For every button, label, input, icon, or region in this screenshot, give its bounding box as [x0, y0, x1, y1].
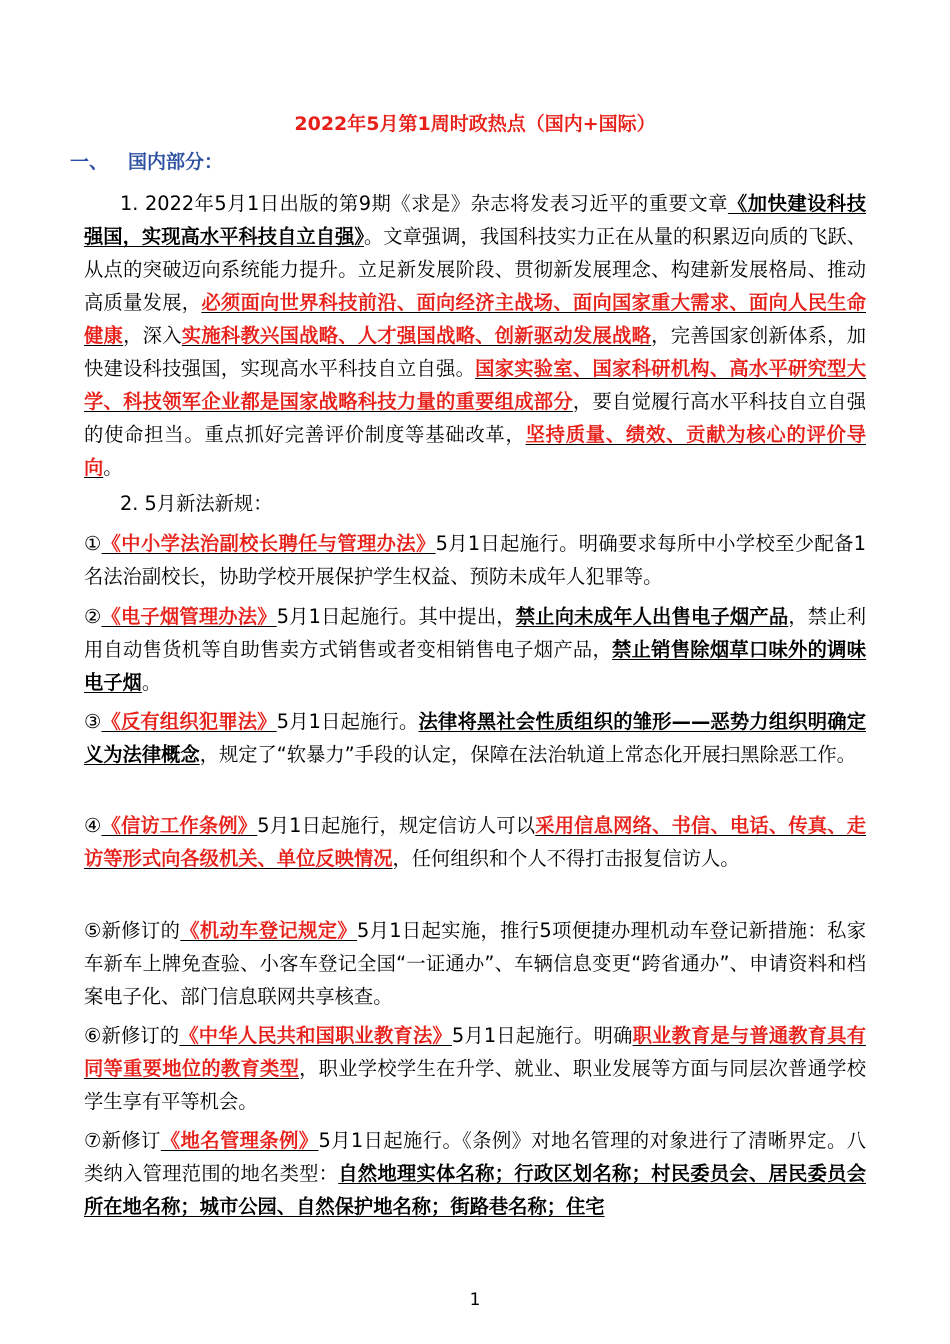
law-item-4: ④《信访工作条例》5月1日起施行，规定信访人可以采用信息网络、书信、电话、传真、走访等形式向各级机关、单位反映情况，任何组织和个人不得打击报复信访人。 [84, 814, 867, 870]
section-label: 国内部分： [128, 151, 224, 173]
law-item-6: ⑥新修订的《中华人民共和国职业教育法》5月1日起施行。明确职业教育是与普通教育具有同等重要地位的教育类型，职业学校学生在升学、就业、职业发展等方面与同层次普通学校学生享有平等机会。 [84, 1024, 866, 1113]
highlight-evaluation: 坚持质量、绩效、贡献为核心的评价导向 [84, 423, 867, 479]
highlight-strategies: 实施科教兴国战略、人才强国战略、创新驱动发展战略 [181, 324, 652, 347]
law-item-2: ②《电子烟管理办法》5月1日起施行。其中提出，禁止向未成年人出售电子烟产品，禁止利用自动售货机等自助售卖方式销售或者变相销售电子烟产品，禁止销售除烟草口味外的调味电子烟。 [84, 605, 867, 694]
law-name-3: 《反有组织犯罪法》 [101, 710, 277, 733]
paragraph-new-laws-heading: 2. 5月新法新规： [120, 492, 273, 515]
law-item-7: ⑦新修订《地名管理条例》5月1日起施行。《条例》对地名管理的对象进行了清晰界定。八类纳入管理范围的地名类型：自然地理实体名称；行政区划名称；村民委员会、居民委员会所在地名称；城市公园、自然保护地名称；街路巷名称；住宅 [84, 1129, 867, 1218]
law-name-4: 《信访工作条例》 [101, 814, 258, 837]
document-title: 2022年5月第1周时政热点（国内+国际） [294, 113, 656, 135]
law-name-1: 《中小学法治副校长聘任与管理办法》 [101, 532, 436, 555]
law-name-2: 《电子烟管理办法》 [101, 605, 277, 628]
article-title: 《加快建设科技强国，实现高水平科技自立自强》 [84, 192, 866, 248]
paragraph-qiushi: 1. 2022年5月1日出版的第9期《求是》杂志将发表习近平的重要文章《加快建设科技强国，实现高水平科技自立自强》。文章强调，我国科技实力正在从量的积累迈向质的飞跃、从点的突破迈向系统能力提升。立足新发展阶段、贯彻新发展理念、构建新发展格局、推动高质量发展，必须面向世界科技前沿、面向经济主战场、面向国家重大需求、面向人民生命健康，深入实施科教兴国战略、人才强国战略、创新驱动发展战略，完善国家创新体系，加快建设科技强国，实现高水平科技自立自强。国家实验室、国家科研机构、高水平研究型大学、科技领军企业都是国家战略科技力量的重要组成部分，要自觉履行高水平科技自立自强的使命担当。重点抓好完善评价制度等基础改革，坚持质量、绩效、贡献为核心的评价导向。 [84, 192, 867, 479]
law-name-6: 《中华人民共和国职业教育法》 [179, 1024, 452, 1047]
law-item-1: ①《中小学法治副校长聘任与管理办法》5月1日起施行。明确要求每所中小学校至少配备1名法治副校长，协助学校开展保护学生权益、预防未成年人犯罪等。 [84, 532, 866, 588]
law-name-5: 《机动车登记规定》 [180, 919, 358, 942]
highlight-national-forces: 国家实验室、国家科研机构、高水平研究型大学、科技领军企业都是国家战略科技力量的重要组成部分 [84, 357, 867, 413]
law-item-5: ⑤新修订的《机动车登记规定》5月1日起实施，推行5项便捷办理机动车登记新措施：私家车新车上牌免查验、小客车登记全国“一证通办”、车辆信息变更“跨省通办”、申请资料和档案电子化、部门信息联网共享核查。 [84, 919, 866, 1008]
law-item-3: ③《反有组织犯罪法》5月1日起施行。法律将黑社会性质组织的雏形——恶势力组织明确定义为法律概念，规定了“软暴力”手段的认定，保障在法治轨道上常态化开展扫黑除恶工作。 [84, 710, 867, 766]
section-number: 一、 [70, 151, 109, 173]
page-number: 1 [469, 1290, 481, 1310]
section-heading [70, 149, 223, 175]
law-name-7: 《地名管理条例》 [160, 1129, 319, 1152]
highlight-four-faces: 必须面向世界科技前沿、面向经济主战场、面向国家重大需求、面向人民生命健康 [84, 291, 866, 347]
